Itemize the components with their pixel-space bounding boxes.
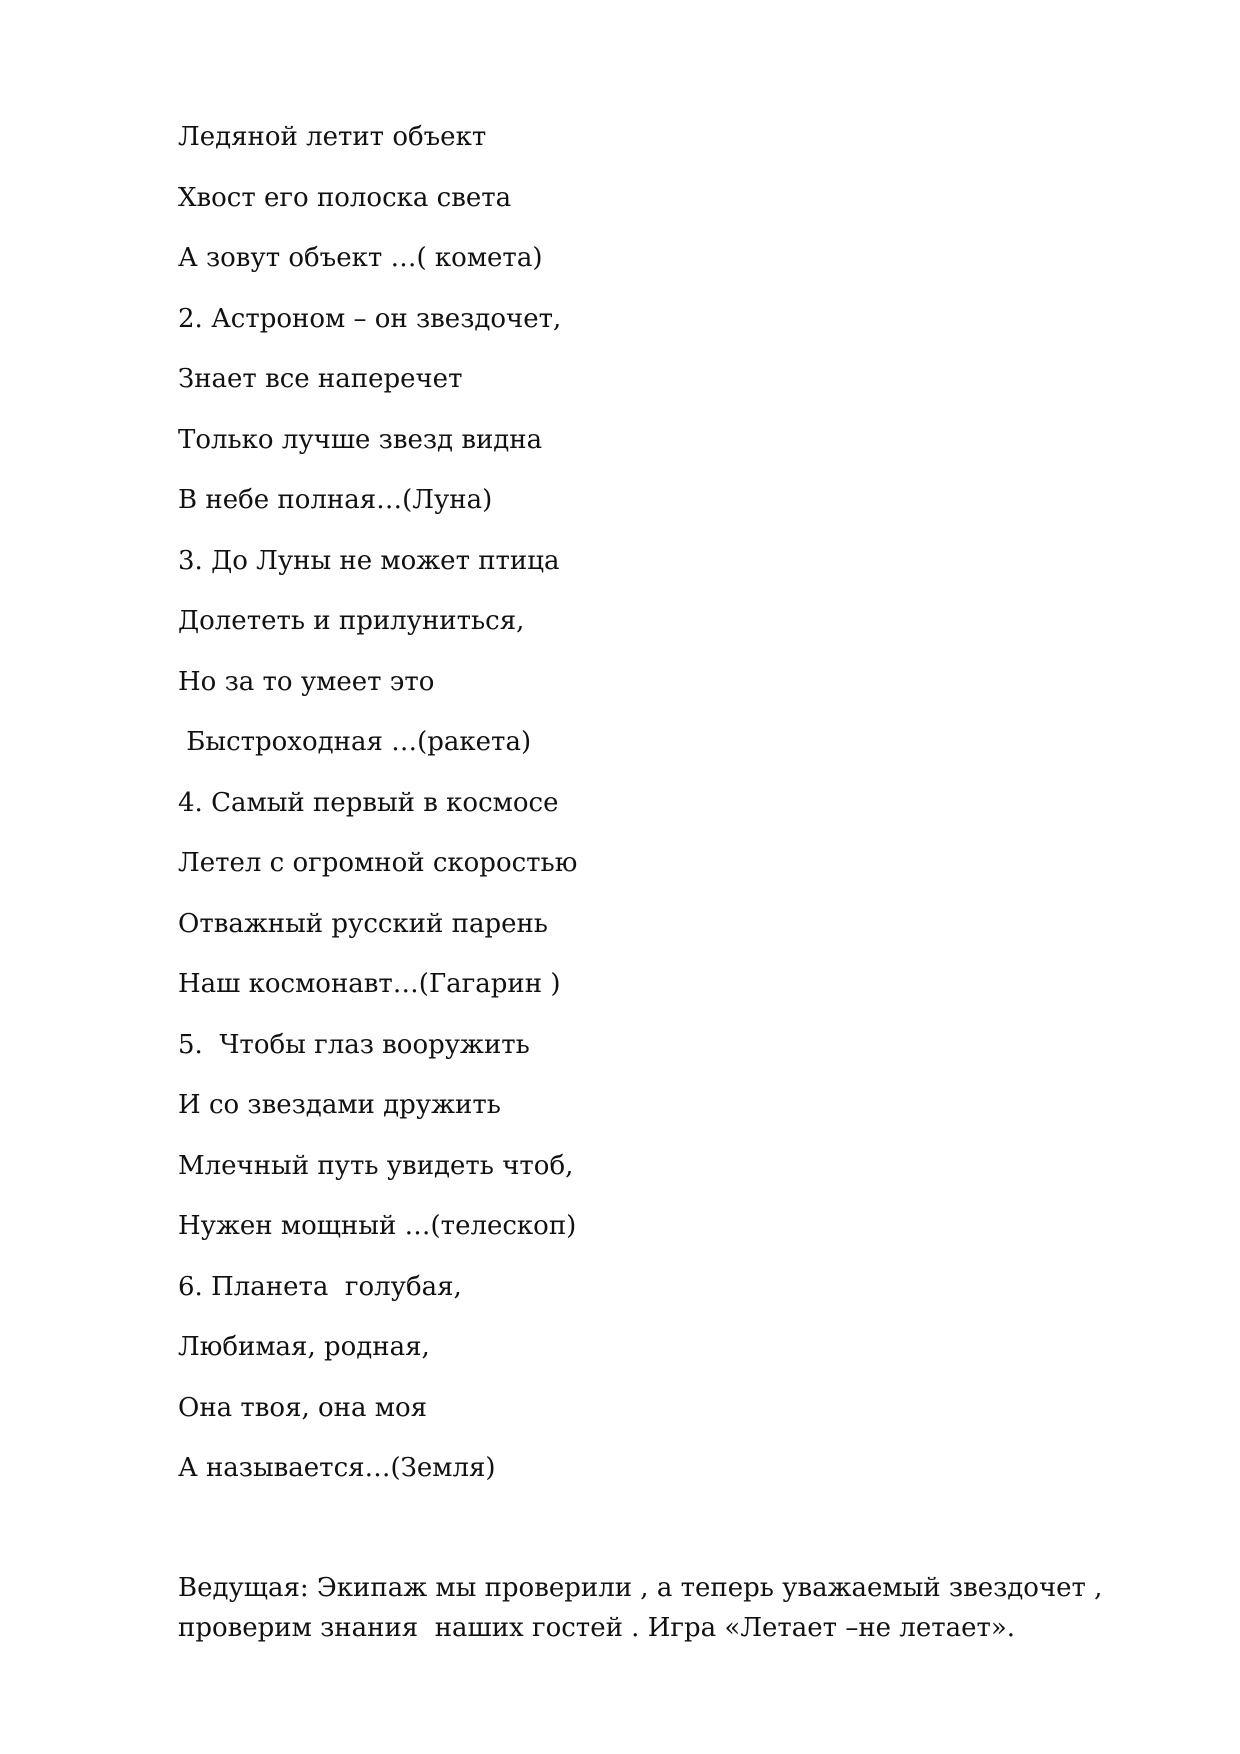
- host-announcement-line-1: Ведущая: Экипаж мы проверили , а теперь уважаемый звездочет ,: [178, 1573, 1103, 1603]
- riddle-line: Она твоя, она моя: [178, 1393, 428, 1423]
- host-announcement-line-2: проверим знания наших гостей . Игра «Летает –не летает».: [178, 1613, 1016, 1643]
- riddle-line: Отважный русский парень: [178, 909, 548, 939]
- riddle-line: Долететь и прилуниться,: [178, 606, 525, 636]
- riddle-line: Но за то умеет это: [178, 667, 435, 697]
- host-announcement: [178, 1568, 1103, 1648]
- riddle-line: 4. Самый первый в космосе: [178, 788, 559, 818]
- riddle-line: Млечный путь увидеть чтоб,: [178, 1151, 574, 1181]
- riddle-line: Быстроходная …(ракета): [178, 727, 532, 757]
- riddle-line: Только лучше звезд видна: [178, 425, 543, 455]
- riddle-line: Знает все наперечет: [178, 364, 463, 394]
- riddle-line: В небе полная…(Луна): [178, 485, 493, 515]
- riddle-line: Летел с огромной скоростью: [178, 848, 578, 878]
- riddle-line: Любимая, родная,: [178, 1332, 430, 1362]
- riddle-line: Наш космонавт…(Гагарин ): [178, 969, 561, 999]
- riddle-line: А называется…(Земля): [178, 1453, 496, 1483]
- riddle-line: 5. Чтобы глаз вооружить: [178, 1030, 530, 1060]
- riddle-line: 2. Астроном – он звездочет,: [178, 304, 562, 334]
- riddle-line: Хвост его полоска света: [178, 183, 512, 213]
- riddle-line: Ледяной летит объект: [178, 122, 487, 152]
- riddle-line: И со звездами дружить: [178, 1090, 501, 1120]
- riddle-line: А зовут объект …( комета): [178, 243, 543, 273]
- riddle-line: 3. До Луны не может птица: [178, 546, 560, 576]
- riddle-line: Нужен мощный …(телескоп): [178, 1211, 577, 1241]
- riddle-line: 6. Планета голубая,: [178, 1272, 462, 1302]
